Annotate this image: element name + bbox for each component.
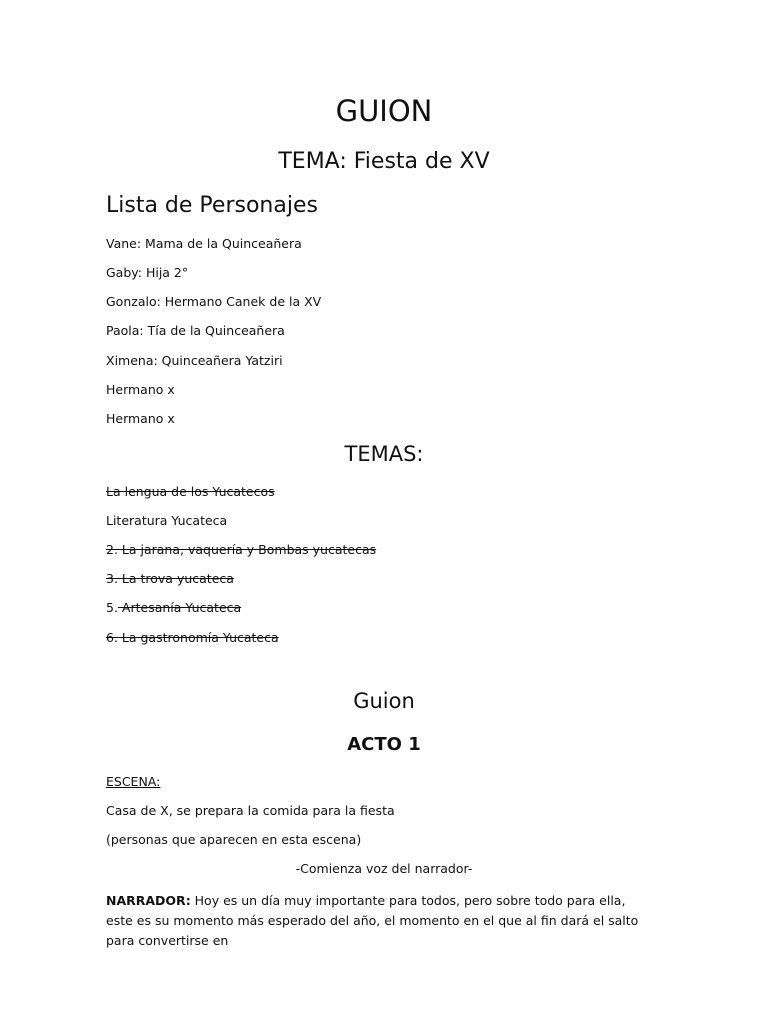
- escena-label: ESCENA:: [106, 774, 161, 789]
- character-item: Gonzalo: Hermano Canek de la XV: [106, 294, 322, 309]
- tema-item: Literatura Yucateca: [106, 513, 228, 528]
- personajes-heading: Lista de Personajes: [106, 193, 318, 218]
- narrador-text: Hoy es un día muy importante para todos, pero sobre todo para ella, este es su momento más esperado del año, el momento en el que al fin dará el salto para convertirse en: [106, 893, 639, 948]
- character-item: Gaby: Hija 2°: [106, 265, 189, 280]
- character-item: Hermano x: [106, 411, 175, 426]
- character-item: Hermano x: [106, 382, 175, 397]
- tema-item: La lengua de los Yucatecos: [106, 484, 275, 499]
- character-item: Paola: Tía de la Quinceañera: [106, 323, 285, 338]
- tema-item: 2. La jarana, vaquería y Bombas yucatecas: [106, 542, 377, 557]
- acto-heading: ACTO 1: [347, 734, 421, 755]
- escena-description: Casa de X, se prepara la comida para la fiesta: [106, 803, 395, 818]
- narrador-label: NARRADOR:: [106, 893, 191, 908]
- guion-heading: Guion: [353, 689, 415, 713]
- narrador-cue: -Comienza voz del narrador-: [295, 861, 473, 876]
- tema-item: 3. La trova yucateca: [106, 571, 234, 586]
- document-title: GUION: [335, 94, 433, 128]
- character-item: Ximena: Quinceañera Yatziri: [106, 353, 283, 368]
- narrador-paragraph: [106, 891, 646, 951]
- tema-item: [106, 600, 241, 615]
- temas-heading: TEMAS:: [344, 442, 424, 466]
- tema-item: 6. La gastronomía Yucateca: [106, 630, 279, 645]
- tema-text: Artesanía Yucateca: [117, 600, 242, 615]
- escena-personas: (personas que aparecen en esta escena): [106, 832, 362, 847]
- tema-number: 5.: [106, 600, 118, 615]
- character-item: Vane: Mama de la Quinceañera: [106, 236, 302, 251]
- document-subtitle: TEMA: Fiesta de XV: [278, 149, 490, 174]
